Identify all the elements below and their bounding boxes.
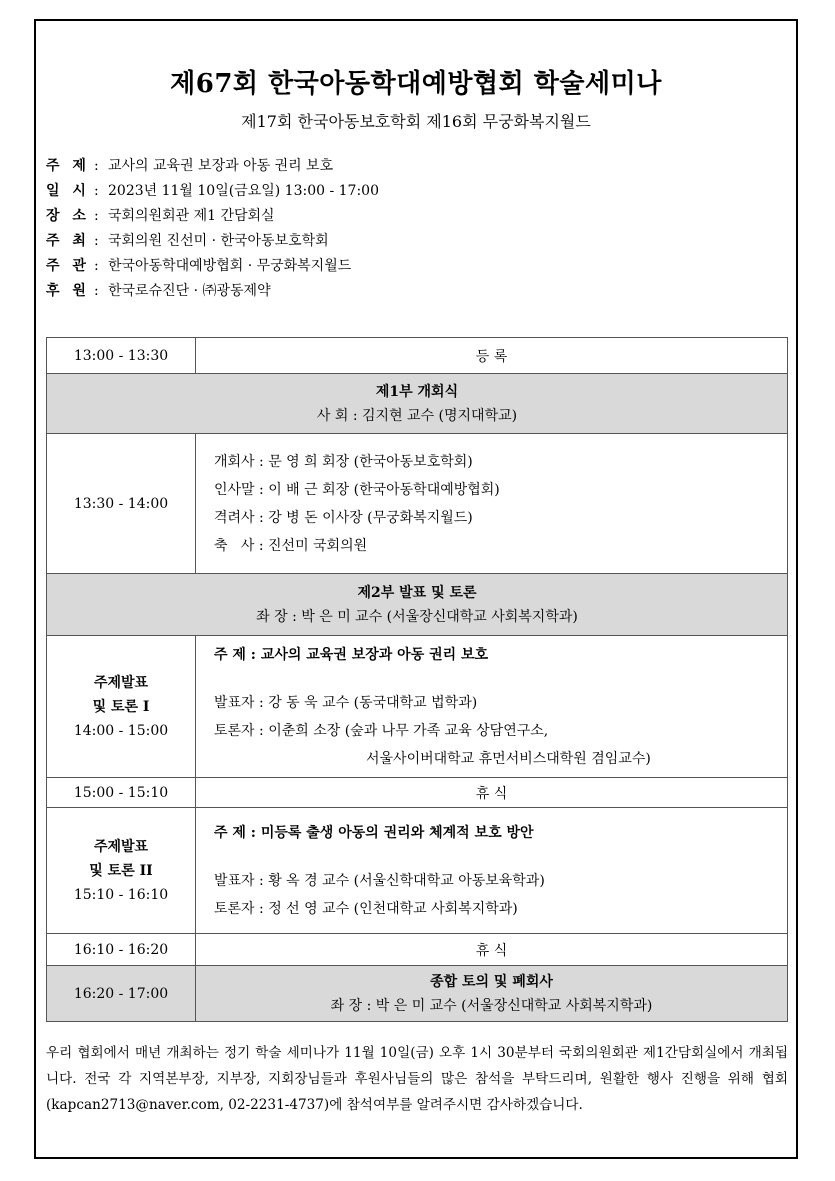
info-separator: :: [94, 258, 99, 274]
encouragement-speech: 격려사 : 강 병 돈 이사장 (무궁화복지월드): [214, 509, 473, 526]
schedule-row-session2: [47, 808, 788, 934]
session2-label-2: 및 토론 II: [89, 862, 153, 879]
session1-discussant: 토론자 : 이춘희 소장 (숲과 나무 가족 교육 상담연구소,: [214, 722, 549, 739]
session1-label-2: 및 토론 I: [92, 698, 150, 715]
session2-topic: 주 제 : 미등록 출생 아동의 권리와 체계적 보호 방안: [214, 824, 534, 841]
time-cell: 16:20 - 17:00: [47, 966, 196, 1022]
session2-time: 15:10 - 16:10: [73, 886, 169, 903]
schedule-table: [46, 337, 788, 1022]
part1-moderator: 사 회 : 김지현 교수 (명지대학교): [316, 407, 518, 424]
opening-speech: 개회사 : 문 영 희 회장 (한국아동보호학회): [214, 453, 473, 470]
info-separator: :: [94, 233, 99, 249]
info-row-sponsor: [46, 279, 379, 304]
event-info: [46, 154, 379, 304]
session2-label: 주제발표: [93, 838, 149, 855]
info-key: 후 원: [46, 283, 90, 299]
closing-title: 종합 토의 및 폐회사: [430, 973, 553, 990]
schedule-row-break2: [47, 934, 788, 966]
time-cell: 15:00 - 15:10: [47, 778, 196, 808]
info-key: 주 최: [46, 233, 90, 249]
schedule-row-break1: [47, 778, 788, 808]
info-value: 교사의 교육권 보장과 아동 권리 보호: [108, 158, 334, 174]
session2-label-cell: [47, 808, 196, 934]
registration-label: 등 록: [196, 338, 788, 374]
info-separator: :: [94, 283, 99, 299]
info-value: 국회의원 진선미 · 한국아동보호학회: [108, 233, 329, 249]
opening-details: [196, 434, 788, 574]
time-cell: 13:30 - 14:00: [47, 434, 196, 574]
time-cell: 13:00 - 13:30: [47, 338, 196, 374]
session1-label-cell: [47, 636, 196, 778]
info-value: 국회의원회관 제1 간담회실: [108, 208, 275, 224]
session1-details: [196, 636, 788, 778]
info-key: 장 소: [46, 208, 90, 224]
info-value: 한국로슈진단 · ㈜광동제약: [108, 283, 271, 299]
document-frame: [34, 19, 798, 1159]
info-value: 2023년 11월 10일(금요일) 13:00 - 17:00: [108, 183, 379, 199]
info-key: 주 제: [46, 158, 90, 174]
document-subtitle: 제17회 한국아동보호학회 제16회 무궁화복지월드: [241, 112, 591, 131]
schedule-row-part2-header: [47, 574, 788, 636]
info-value: 한국아동학대예방협회 · 무궁화복지월드: [108, 258, 352, 274]
info-separator: :: [94, 183, 99, 199]
session1-discussant-affiliation: 서울사이버대학교 휴먼서비스대학원 겸임교수): [366, 750, 651, 767]
break-label: 휴 식: [196, 778, 788, 808]
info-row-organizer: [46, 254, 379, 279]
info-row-venue: [46, 204, 379, 229]
info-row-datetime: [46, 179, 379, 204]
part2-title: 제2부 발표 및 토론: [357, 584, 477, 601]
session1-topic: 주 제 : 교사의 교육권 보장과 아동 권리 보호: [214, 646, 489, 663]
session2-discussant: 토론자 : 정 선 영 교수 (인천대학교 사회복지학과): [214, 900, 518, 917]
part2-chair: 좌 장 : 박 은 미 교수 (서울장신대학교 사회복지학과): [256, 608, 578, 625]
closing-details: [196, 966, 788, 1022]
info-row-topic: [46, 154, 379, 179]
footer-notice: 우리 협회에서 매년 개최하는 정기 학술 세미나가 11월 10일(금) 오후 1시 30분부터 국회의원회관 제1간담회실에서 개최됩니다. 전국 각 지역본부장, 지부장, 지회장님들과 후원사님들의 많은 참석을 부탁드리며, 원활한 행사 진행을 위해 협회(kapcan2713@naver.com, 02-2231-4737)에 참석여부를 알려주시면 감사하겠습니다.: [46, 1045, 788, 1113]
info-key: 일 시: [46, 183, 90, 199]
part1-header: [47, 374, 788, 434]
part1-title: 제1부 개회식: [375, 383, 459, 400]
time-cell: 16:10 - 16:20: [47, 934, 196, 966]
congratulatory-speech: 축 사 : 진선미 국회의원: [214, 537, 368, 554]
session2-details: [196, 808, 788, 934]
schedule-row-registration: [47, 338, 788, 374]
document-title: 제67회 한국아동학대예방협회 학술세미나: [170, 69, 662, 99]
part2-header: [47, 574, 788, 636]
info-key: 주 관: [46, 258, 90, 274]
schedule-row-opening: [47, 434, 788, 574]
schedule-row-session1: [47, 636, 788, 778]
session1-time: 14:00 - 15:00: [73, 722, 169, 739]
info-separator: :: [94, 158, 99, 174]
info-separator: :: [94, 208, 99, 224]
session1-label: 주제발표: [93, 674, 149, 691]
closing-chair: 좌 장 : 박 은 미 교수 (서울장신대학교 사회복지학과): [330, 997, 653, 1014]
schedule-row-closing: [47, 966, 788, 1022]
greeting-speech: 인사말 : 이 배 근 회장 (한국아동학대예방협회): [214, 481, 500, 498]
session2-presenter: 발표자 : 황 옥 경 교수 (서울신학대학교 아동보육학과): [214, 872, 545, 889]
info-row-host: [46, 229, 379, 254]
schedule-row-part1-header: [47, 374, 788, 434]
session1-presenter: 발표자 : 강 동 욱 교수 (동국대학교 법학과): [214, 694, 478, 711]
break-label: 휴 식: [196, 934, 788, 966]
